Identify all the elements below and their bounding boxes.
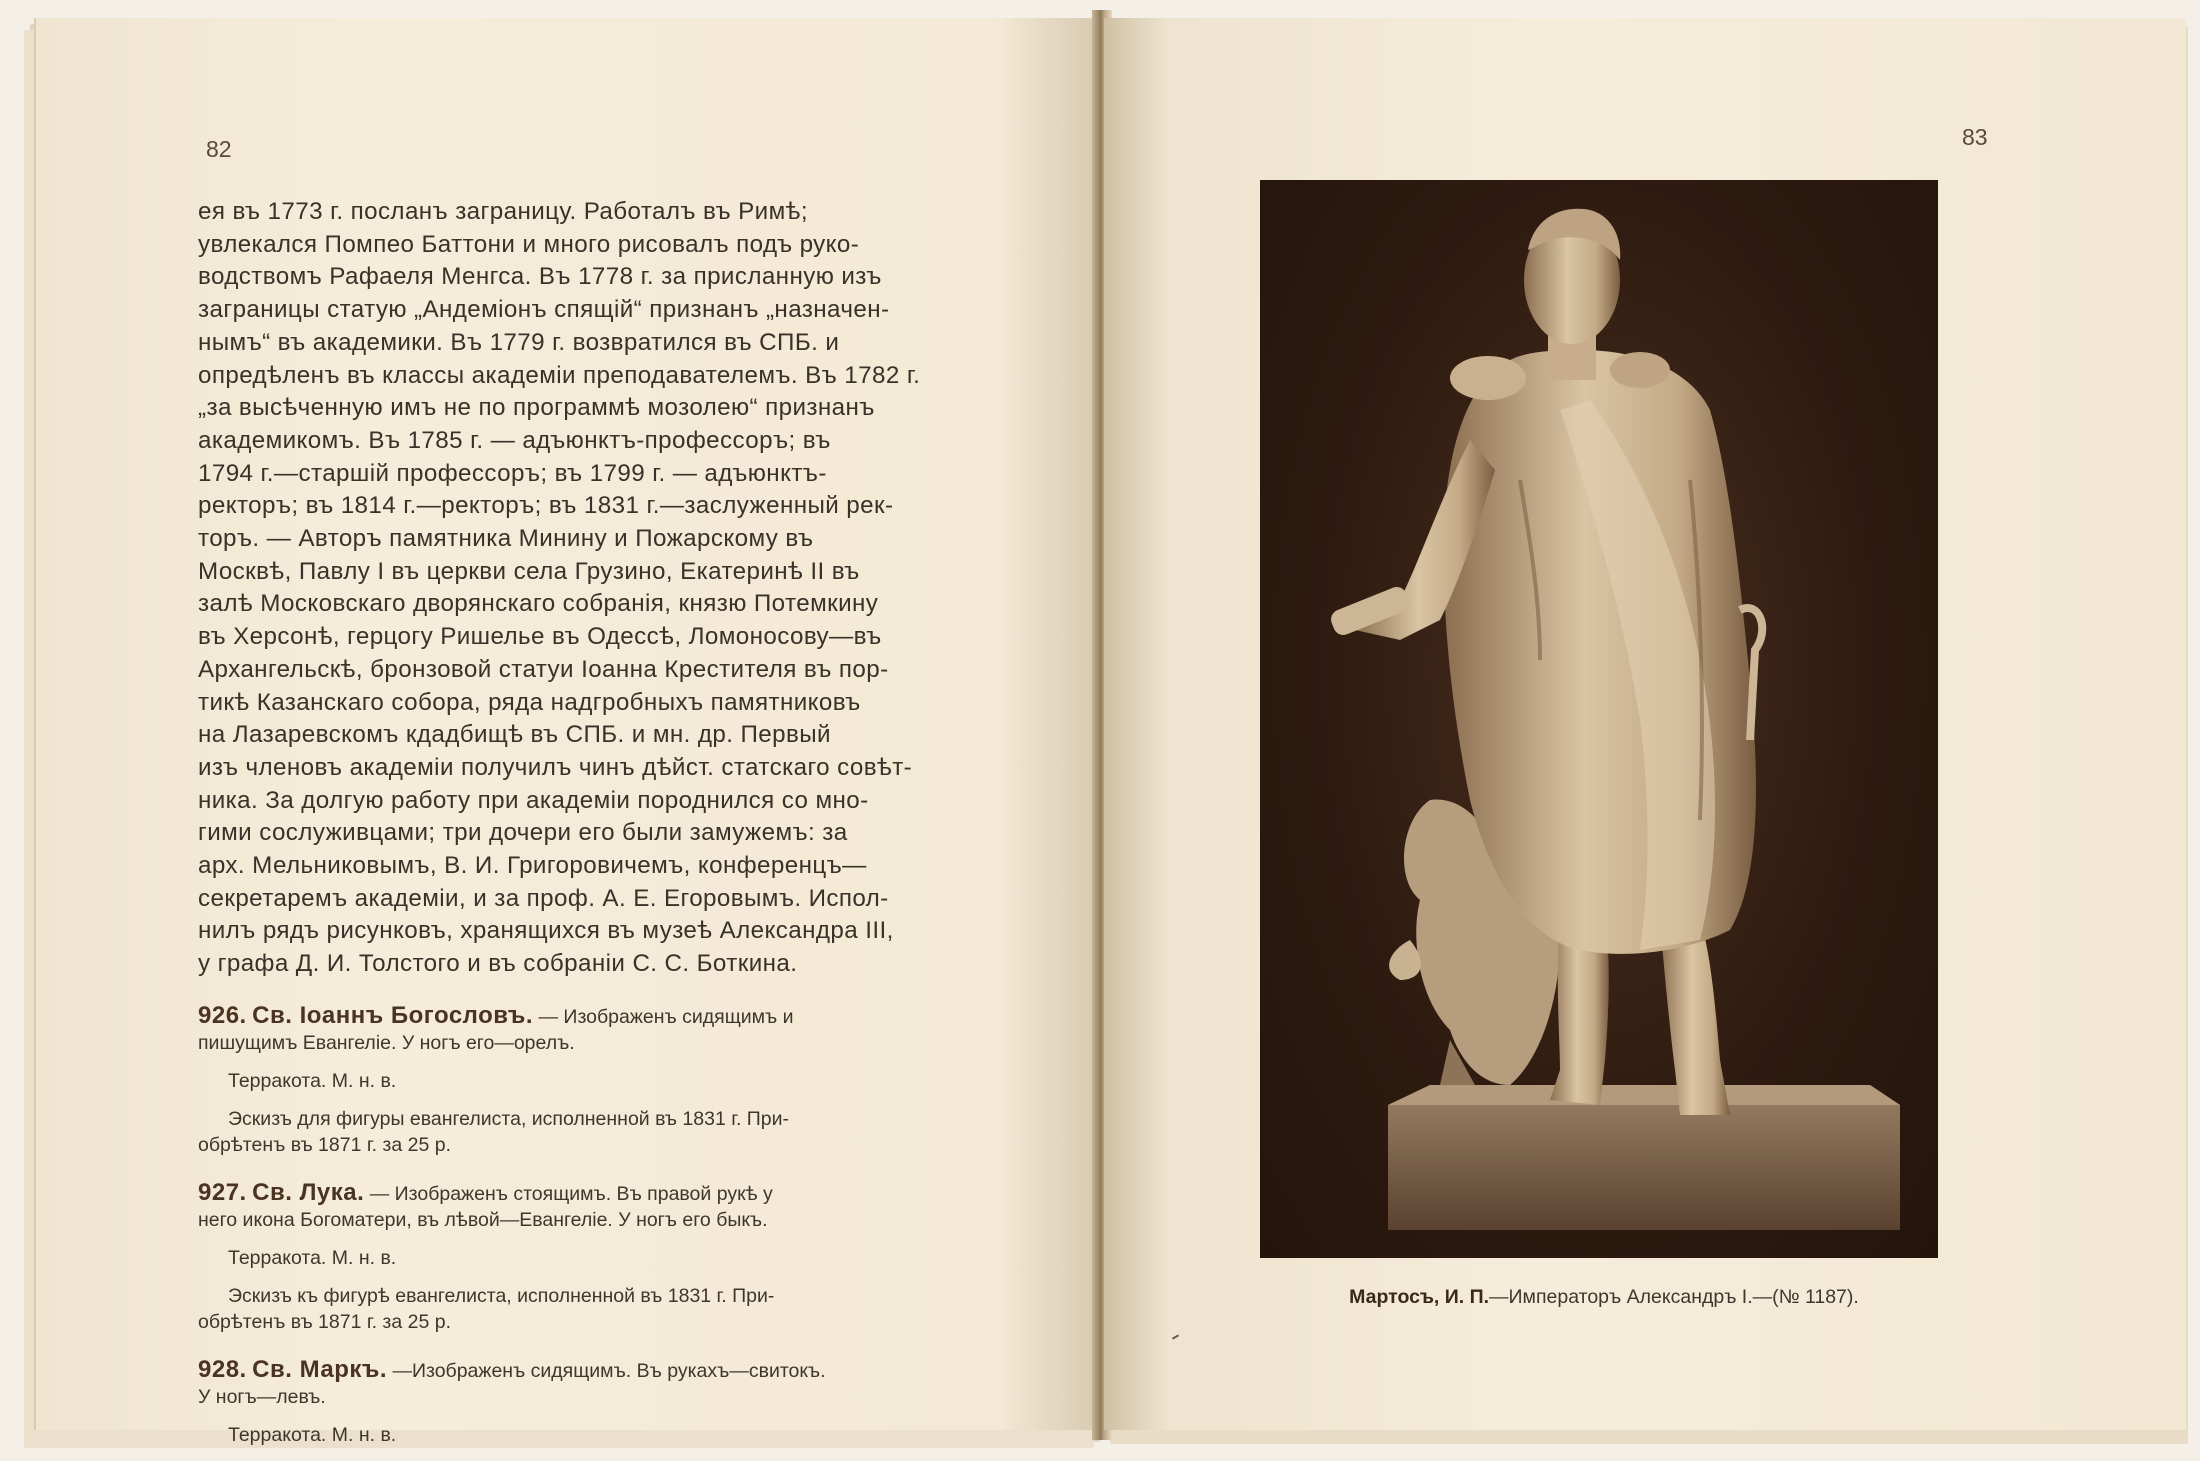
body-line: Архангельскѣ, бронзовой статуи Іоанна Крестителя въ пор- xyxy=(198,655,889,683)
left-page-text xyxy=(198,196,998,1448)
statue-photo-plate xyxy=(1260,180,1938,1258)
note-line: обрѣтенъ въ 1871 г. за 25 р. xyxy=(198,1310,451,1333)
body-line: нымъ“ въ академики. Въ 1779 г. возвратился въ СПБ. и xyxy=(198,328,840,356)
entry-number: 927. xyxy=(198,1178,247,1206)
body-line: опредѣленъ въ классы академіи преподавателемъ. Въ 1782 г. xyxy=(198,361,921,389)
entry-number: 926. xyxy=(198,1001,247,1029)
entry-description: — Изображенъ стоящимъ. Въ правой рукѣ у xyxy=(369,1182,773,1205)
pedestal xyxy=(1388,1085,1900,1230)
entry-material: Терракота. М. н. в. xyxy=(228,1423,397,1446)
body-line: нилъ рядъ рисунковъ, хранящихся въ музеѣ Александра III, xyxy=(198,917,894,945)
body-line: тикѣ Казанскаго собора, ряда надгробныхъ памятниковъ xyxy=(198,688,861,716)
entry-title: Св. Маркъ. xyxy=(252,1355,388,1383)
entry-description: — Изображенъ сидящимъ и xyxy=(538,1005,794,1028)
body-line: ея въ 1773 г. посланъ заграницу. Работалъ въ Римѣ; xyxy=(198,198,808,225)
entry-material: Терракота. М. н. в. xyxy=(228,1069,397,1092)
body-line: Москвѣ, Павлу I въ церкви села Грузино, Екатеринѣ II въ xyxy=(198,557,860,585)
body-line: увлекался Помпео Баттони и много рисовалъ подъ руко- xyxy=(198,230,860,258)
entry-heading xyxy=(198,1357,998,1384)
body-line: на Лазаревскомъ кдадбищѣ въ СПБ. и мн. др. Первый xyxy=(198,721,831,749)
entry-heading xyxy=(198,1003,998,1030)
entry-title: Св. Лука. xyxy=(252,1178,365,1206)
caption-author: Мартосъ, И. П. xyxy=(1349,1286,1490,1308)
body-line: ника. За долгую работу при академіи породнился со мно- xyxy=(198,786,869,814)
body-line: секретаремъ академіи, и за проф. А. Е. Егоровымъ. Испол- xyxy=(198,884,889,912)
entry-heading xyxy=(198,1180,998,1207)
body-line: водствомъ Рафаеля Менгса. Въ 1778 г. за присланную изъ xyxy=(198,263,882,291)
body-line: торъ. — Авторъ памятника Минину и Пожарскому въ xyxy=(198,525,814,553)
plate-caption xyxy=(1214,1286,1994,1309)
page-number-left: 82 xyxy=(206,136,232,162)
body-line: ректоръ; въ 1814 г.—ректоръ; въ 1831 г.—заслуженный рек- xyxy=(198,492,894,520)
biography-paragraph xyxy=(198,196,998,981)
entry-number: 928. xyxy=(198,1355,247,1383)
caption-title: —Императоръ Александръ I.—(№ 1187). xyxy=(1489,1286,1859,1308)
left-page xyxy=(36,18,1104,1446)
catalog-entry-927 xyxy=(198,1180,998,1335)
body-line: „за высѣченную имъ не по программѣ мозолею“ признанъ xyxy=(198,394,875,422)
body-line: гими сослуживцами; три дочери его были замужемъ: за xyxy=(198,819,848,847)
body-line: въ Херсонѣ, герцогу Ришелье въ Одессѣ, Ломоносову—въ xyxy=(198,623,882,651)
right-page xyxy=(1104,18,2186,1430)
body-line: заграницы статую „Андеміонъ спящій“ признанъ „назначен- xyxy=(198,296,890,324)
entry-note xyxy=(198,1106,998,1158)
note-line: Эскизъ для фигуры евангелиста, исполненной въ 1831 г. При- xyxy=(228,1107,790,1130)
body-line: арх. Мельниковымъ, В. И. Григоровичемъ, конференцъ— xyxy=(198,852,867,880)
body-line: у графа Д. И. Толстого и въ собраніи С. С. Боткина. xyxy=(198,950,798,978)
entry-title: Св. Іоаннъ Богословъ. xyxy=(252,1001,534,1029)
body-line: академикомъ. Въ 1785 г. — адъюнктъ-профессоръ; въ xyxy=(198,426,831,454)
entry-description-cont: У ногъ—левъ. xyxy=(198,1385,326,1408)
body-line: залѣ Московскаго дворянскаго собранія, князю Потемкину xyxy=(198,590,879,618)
entry-description-cont: пишущимъ Евангеліе. У ногъ его—орелъ. xyxy=(198,1031,575,1054)
entry-description-cont: него икона Богоматери, въ лѣвой—Евангеліе. У ногъ его быкъ. xyxy=(198,1208,768,1231)
entry-material: Терракота. М. н. в. xyxy=(228,1246,397,1269)
statue-illustration xyxy=(1260,180,1938,1258)
entry-description: —Изображенъ сидящимъ. Въ рукахъ—свитокъ. xyxy=(392,1359,826,1382)
catalog-entry-928 xyxy=(198,1357,998,1448)
page-number-right: 83 xyxy=(1962,124,1988,150)
note-line: обрѣтенъ въ 1871 г. за 25 р. xyxy=(198,1133,451,1156)
body-line: изъ членовъ академіи получилъ чинъ дѣйст. статскаго совѣт- xyxy=(198,753,913,781)
catalog-entry-926 xyxy=(198,1003,998,1158)
body-line: 1794 г.—старшій профессоръ; въ 1799 г. — адъюнктъ- xyxy=(198,459,827,487)
paper-speck xyxy=(1172,1334,1179,1339)
entry-note xyxy=(198,1283,998,1335)
note-line: Эскизъ къ фигурѣ евангелиста, исполненной въ 1831 г. При- xyxy=(228,1284,775,1307)
